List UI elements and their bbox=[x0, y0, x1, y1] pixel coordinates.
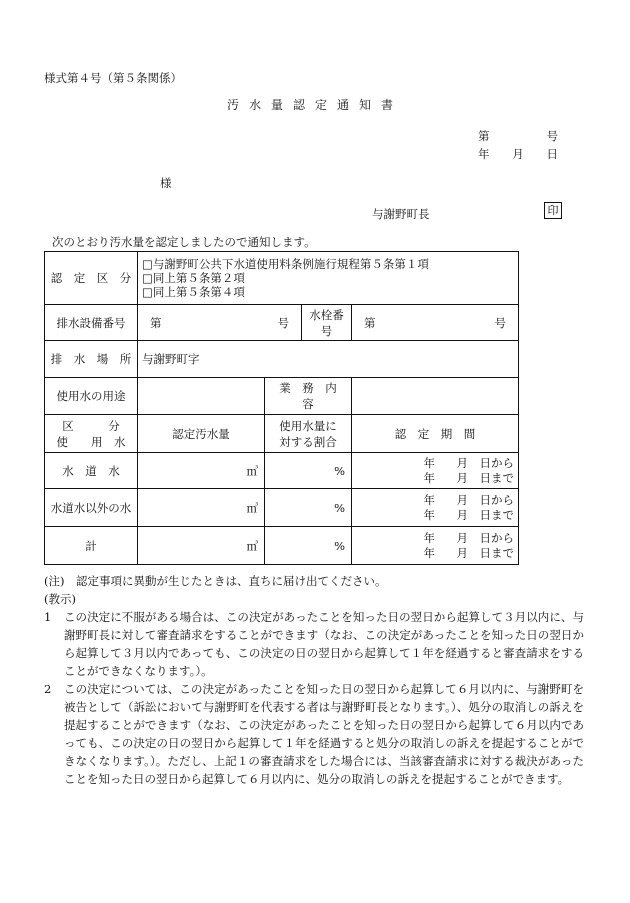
doc-no-suffix: 号 bbox=[546, 129, 558, 143]
period-month: 月 bbox=[456, 455, 468, 470]
drain-no-field[interactable] bbox=[138, 305, 302, 341]
period-from: 日から bbox=[479, 530, 514, 545]
business-field[interactable] bbox=[352, 378, 519, 415]
seal-mark: 印 bbox=[544, 202, 562, 219]
head-amount: 認定汚水量 bbox=[138, 415, 265, 453]
usage-field[interactable] bbox=[138, 378, 265, 415]
amount-cell[interactable] bbox=[138, 489, 265, 527]
head-ratio-bottom: 対する割合 bbox=[279, 434, 337, 449]
ratio-cell[interactable] bbox=[265, 453, 352, 489]
period-year: 年 bbox=[423, 470, 435, 485]
item-text: この決定に不服がある場合は、この決定があったことを知った日の翌日から起算して３月以内に、与謝野町長に対して審査請求をすることができます（なお、この決定があったことを知った日の翌日から起算して３月以内であっても、この決定の日の翌日から起算して１年を経過すると審査請求をすることができなくなります。）。 bbox=[64, 610, 584, 678]
period-to: 日まで bbox=[479, 545, 514, 560]
doc-no-prefix: 第 bbox=[478, 129, 490, 143]
item-text: この決定については、この決定があったことを知った日の翌日から起算して６月以内に、与謝野町を被告として（訴訟において与謝野町を代表する者は与謝野町長となります。）、処分の取消しの訴えを提起することができます（なお、この決定があったことを知った日の翌日から起算して６月以内であっても、この決定の日の翌日から起算して１年を経過すると処分の取消しの訴えを提起することができなくなります。）。ただし、上記１の審査請求をした場合には、当該審査請求に対する裁決があったことを知った日の翌日から起算して６月以内に、処分の取消しの訴えを提起することができます。 bbox=[64, 682, 584, 786]
notes-section bbox=[44, 572, 584, 788]
row-label: 計 bbox=[45, 527, 138, 565]
unit-m3: ㎥ bbox=[246, 538, 258, 553]
item-number: 2 bbox=[44, 682, 52, 696]
period-month: 月 bbox=[456, 470, 468, 485]
period-year: 年 bbox=[423, 530, 435, 545]
tap-no-field[interactable] bbox=[352, 305, 519, 341]
period-to: 日まで bbox=[479, 470, 514, 485]
amount-cell[interactable] bbox=[138, 453, 265, 489]
period-month: 月 bbox=[456, 530, 468, 545]
period-year: 年 bbox=[423, 545, 435, 560]
category-label: 認 定 区 分 bbox=[45, 252, 138, 305]
period-month: 月 bbox=[456, 507, 468, 522]
row-label: 水 道 水 bbox=[45, 453, 138, 489]
ratio-cell[interactable] bbox=[265, 489, 352, 527]
drain-no-prefix: 第 bbox=[150, 315, 162, 330]
drain-place-label: 排 水 場 所 bbox=[45, 341, 138, 378]
period-year: 年 bbox=[423, 507, 435, 522]
lead-text: 次のとおり汚水量を認定しましたので通知します。 bbox=[52, 235, 316, 249]
table-row bbox=[45, 527, 519, 565]
date-month: 月 bbox=[512, 147, 524, 161]
head-category bbox=[45, 415, 138, 453]
period-from: 日から bbox=[479, 455, 514, 470]
date-day: 日 bbox=[546, 147, 558, 161]
table-row bbox=[45, 489, 519, 527]
tap-no-prefix: 第 bbox=[364, 315, 376, 330]
head-ratio-top: 使用水量に bbox=[279, 418, 337, 433]
row-label: 水道水以外の水 bbox=[45, 489, 138, 527]
usage-label: 使用水の用途 bbox=[45, 378, 138, 415]
list-item bbox=[44, 608, 584, 680]
period-cell[interactable] bbox=[352, 489, 519, 527]
category-option[interactable]: □与謝野町公共下水道使用料条例施行規程第５条第１項 bbox=[142, 257, 429, 271]
period-to: 日まで bbox=[479, 507, 514, 522]
category-option[interactable]: □同上第５条第４項 bbox=[142, 285, 245, 299]
head-ratio bbox=[265, 415, 352, 453]
period-from: 日から bbox=[479, 492, 514, 507]
period-cell[interactable] bbox=[352, 527, 519, 565]
drain-no-suffix: 号 bbox=[277, 315, 289, 330]
category-option[interactable]: □同上第５条第２項 bbox=[142, 271, 245, 285]
form-number: 様式第４号（第５条関係） bbox=[44, 71, 182, 85]
head-period: 認 定 期 間 bbox=[352, 415, 519, 453]
item-number: 1 bbox=[44, 610, 52, 624]
unit-percent: % bbox=[334, 538, 345, 553]
table-row bbox=[45, 453, 519, 489]
unit-m3: ㎥ bbox=[246, 463, 258, 478]
period-month: 月 bbox=[456, 492, 468, 507]
document-number-block bbox=[478, 128, 558, 164]
unit-percent: % bbox=[334, 463, 345, 478]
tap-no-suffix: 号 bbox=[494, 315, 506, 330]
business-label: 業 務 内 容 bbox=[265, 378, 352, 415]
period-cell[interactable] bbox=[352, 453, 519, 489]
amount-cell[interactable] bbox=[138, 527, 265, 565]
head-category-bottom: 使 用 水 bbox=[56, 434, 126, 449]
unit-percent: % bbox=[334, 500, 345, 515]
drain-no-label: 排水設備番号 bbox=[45, 305, 138, 341]
certification-table bbox=[44, 251, 519, 565]
tap-no-label: 水栓番号 bbox=[302, 305, 352, 341]
unit-m3: ㎥ bbox=[246, 500, 258, 515]
ratio-cell[interactable] bbox=[265, 527, 352, 565]
period-year: 年 bbox=[423, 492, 435, 507]
addressee-suffix: 様 bbox=[160, 176, 172, 190]
instruction-heading: (教示) bbox=[44, 592, 76, 606]
change-notice: (注) 認定事項に異動が生じたときは、直ちに届け出てください。 bbox=[44, 574, 387, 588]
period-month: 月 bbox=[456, 545, 468, 560]
list-item bbox=[44, 680, 584, 788]
category-options bbox=[138, 252, 519, 305]
document-title: 汚水量認定通知書 bbox=[226, 98, 403, 112]
drain-place-field[interactable]: 与謝野町字 bbox=[138, 341, 519, 378]
date-year: 年 bbox=[478, 147, 490, 161]
head-category-top: 区 分 bbox=[62, 418, 120, 433]
period-year: 年 bbox=[423, 455, 435, 470]
issuer-name: 与謝野町長 bbox=[372, 207, 430, 221]
